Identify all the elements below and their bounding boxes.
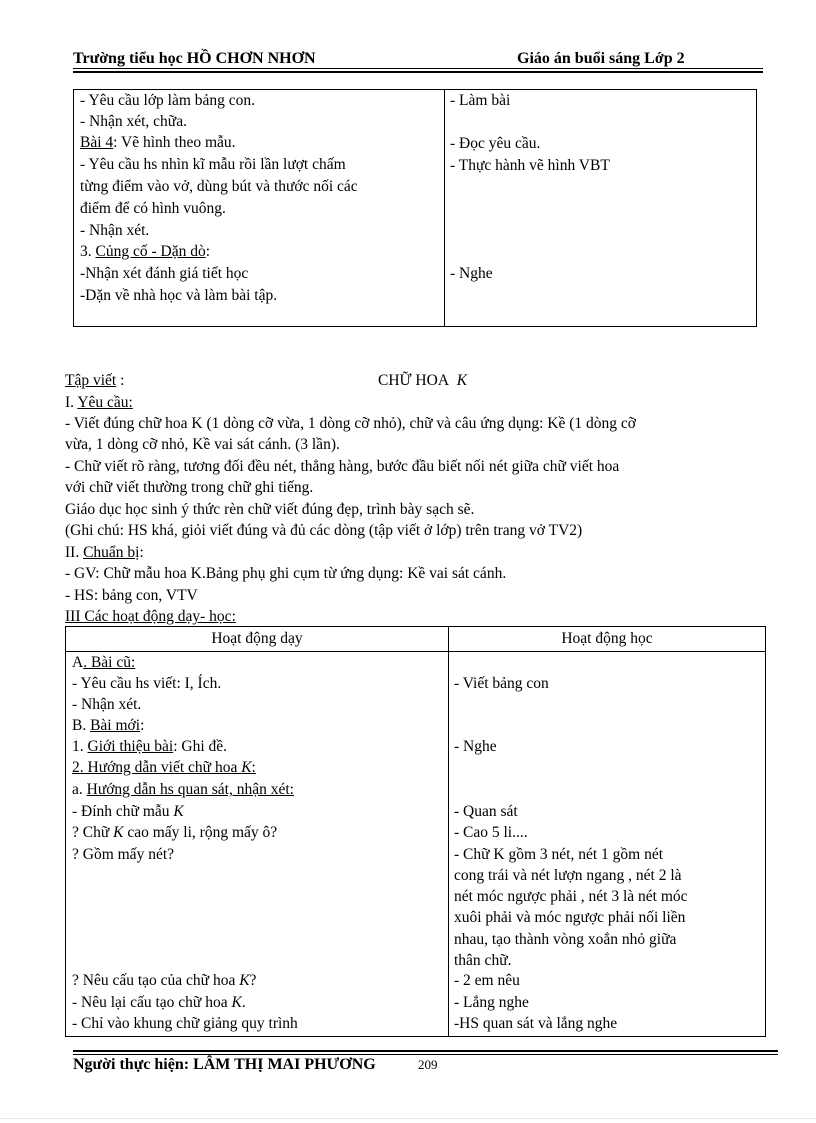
text-line: điểm để có hình vuông.: [80, 200, 226, 217]
text-line: - Chỉ vào khung chữ giảng quy trình: [72, 1015, 298, 1032]
section-number: I.: [65, 394, 78, 411]
colon: :: [251, 759, 256, 776]
text-line: - Đọc yêu cầu.: [450, 135, 541, 152]
text-line: [72, 801, 184, 822]
section-title: Giới thiệu bài: [87, 738, 174, 755]
text-line: - Nghe: [454, 738, 497, 755]
line-text: - Đính chữ mẫu: [72, 803, 174, 820]
text-line: - Lắng nghe: [454, 994, 529, 1011]
section-number: II.: [65, 544, 84, 561]
exercise-4-line: [80, 132, 236, 153]
text-line: thân chữ.: [454, 952, 512, 969]
section-number: 1.: [72, 738, 88, 755]
exercise-4-text: : Vẽ hình theo mẫu.: [113, 134, 236, 151]
page-number: 209: [418, 1057, 438, 1072]
subject-name: Tập viết: [65, 372, 117, 389]
page-bottom-edge: [0, 1118, 816, 1119]
section-number: 2: [72, 759, 80, 776]
text-line: - Viết đúng chữ hoa K (1 dòng cỡ vừa, 1 dòng cỡ nhỏ), chữ và câu ứng dụng: Kề (1 dòng cỡ: [65, 415, 636, 432]
text-line: từng điểm vào vở, dùng bút và thước nối các: [80, 178, 358, 195]
consolidation-title: Củng cố - Dặn dò: [95, 243, 206, 260]
text-line: - Nhận xét.: [72, 696, 142, 713]
text-line: ? Gồm mấy nét?: [72, 846, 175, 863]
line-text: ?: [249, 972, 257, 989]
line-text: ? Chữ: [72, 824, 114, 841]
section-text: : Ghi đề.: [173, 738, 227, 755]
letter-k: K: [231, 994, 242, 1011]
text-line: -Dặn về nhà học và làm bài tập.: [80, 287, 278, 304]
text-line: - Viết bảng con: [454, 675, 549, 692]
footer-rule-thick: [73, 1050, 778, 1052]
text-line: - Chữ K gồm 3 nét, nét 1 gồm nét: [454, 846, 664, 863]
text-line: - Yêu cầu lớp làm bảng con.: [80, 92, 256, 109]
section-heading: III Các hoạt động dạy- học:: [65, 608, 236, 625]
intro-line: [72, 736, 227, 757]
text-line: [72, 992, 246, 1013]
section-title: Hướng dẫn hs quan sát, nhận xét:: [86, 781, 294, 798]
section-title: . Bài cũ:: [83, 654, 136, 671]
section-number: A: [72, 654, 84, 671]
guide-heading: [72, 757, 256, 778]
text-line: vừa, 1 dòng cỡ nhỏ, Kề vai sát cánh. (3 lần).: [65, 436, 340, 453]
section-title: Yêu cầu:: [77, 394, 133, 411]
column-divider: [448, 627, 449, 1036]
text-line: - Làm bài: [450, 92, 511, 109]
text-line: - Yêu cầu hs nhìn kĩ mẫu rồi lần lượt chấm: [80, 156, 346, 173]
text-line: - Chữ viết rõ ràng, tương đối đều nét, thẳng hàng, bước đầu biết nối nét giữa chữ viết hoa: [65, 458, 620, 475]
new-lesson-heading: [72, 715, 144, 736]
column-header-student: Hoạt động học: [561, 630, 653, 647]
text-line: [72, 970, 256, 991]
text-line: - HS: bảng con, VTV: [65, 587, 198, 604]
letter-k: K: [239, 972, 250, 989]
lesson-title: [378, 371, 467, 391]
footer-rule: [73, 1054, 778, 1055]
text-line: nhau, tạo thành vòng xoắn nhỏ giữa: [454, 931, 677, 948]
text-line: xuôi phải và móc ngược phải nối liền: [454, 909, 686, 926]
line-text: - Nêu lại cấu tạo chữ hoa: [72, 994, 232, 1011]
section-title: Bài mới: [90, 717, 141, 734]
text-line: nét móc ngược phải , nét 3 là nét móc: [454, 888, 688, 905]
old-lesson-heading: [72, 652, 135, 673]
text-line: - GV: Chữ mẫu hoa K.Bảng phụ ghi cụm từ ứng dụng: Kề vai sát cánh.: [65, 565, 507, 582]
column-divider: [444, 90, 445, 326]
colon: :: [205, 243, 211, 260]
section-title: Chuẩn bị: [83, 544, 140, 561]
column-header-teacher: Hoạt động dạy: [211, 630, 303, 647]
author-line: Người thực hiện: LÂM THỊ MAI PHƯƠNG: [73, 1056, 376, 1073]
text-line: - Quan sát: [454, 803, 518, 820]
text-line: - Thực hành vẽ hình VBT: [450, 157, 610, 174]
section-number: 3.: [80, 243, 96, 260]
section-number: B.: [72, 717, 91, 734]
text-line: - Nhận xét.: [80, 222, 150, 239]
section-number: a.: [72, 781, 87, 798]
letter-k: K: [173, 803, 184, 820]
colon: :: [140, 717, 145, 734]
line-text: .: [241, 994, 246, 1011]
line-text: cao mấy li, rộng mấy ô?: [123, 824, 278, 841]
school-name: Trường tiểu học HỒ CHƠN NHƠN: [73, 50, 316, 67]
section-heading: [65, 392, 133, 413]
lesson-title-letter: K: [456, 372, 468, 389]
consolidation-line: [80, 241, 210, 262]
text-line: - 2 em nêu: [454, 972, 520, 989]
text-line: - Cao 5 li....: [454, 824, 528, 841]
text-line: với chữ viết thường trong chữ ghi tiếng.: [65, 479, 314, 496]
line-text: ? Nêu cấu tạo của chữ hoa: [72, 972, 240, 989]
text-line: Giáo dục học sinh ý thức rèn chữ viết đúng đẹp, trình bày sạch sẽ.: [65, 501, 475, 518]
text-line: [72, 822, 277, 843]
text-line: - Nhận xét, chữa.: [80, 113, 187, 130]
text-line: -Nhận xét đánh giá tiết học: [80, 265, 249, 282]
header-rule: [73, 68, 763, 69]
exercise-4-label: Bài 4: [80, 134, 114, 151]
subject-label: [65, 371, 124, 391]
header-rule-thick: [73, 71, 763, 73]
text-line: - Nghe: [450, 265, 493, 282]
section-title: . Hướng dẫn viết chữ hoa: [79, 759, 242, 776]
header-divider: [66, 651, 765, 652]
text-line: - Yêu cầu hs viết: I, Ích.: [72, 675, 222, 692]
letter-k: K: [241, 759, 252, 776]
section-heading: [65, 542, 144, 563]
text-line: -HS quan sát và lắng nghe: [454, 1015, 618, 1032]
letter-k: K: [113, 824, 124, 841]
observe-heading: [72, 779, 294, 800]
plan-title: Giáo án buổi sáng Lớp 2: [517, 50, 685, 67]
text-line: (Ghi chú: HS khá, giỏi viết đúng và đủ các dòng (tập viết ở lớp) trên trang vở TV2): [65, 522, 583, 539]
lesson-title-text: CHỮ HOA: [378, 372, 450, 389]
subject-colon: :: [116, 372, 125, 389]
colon: :: [139, 544, 144, 561]
text-line: cong trái và nét lượn ngang , nét 2 là: [454, 867, 682, 884]
